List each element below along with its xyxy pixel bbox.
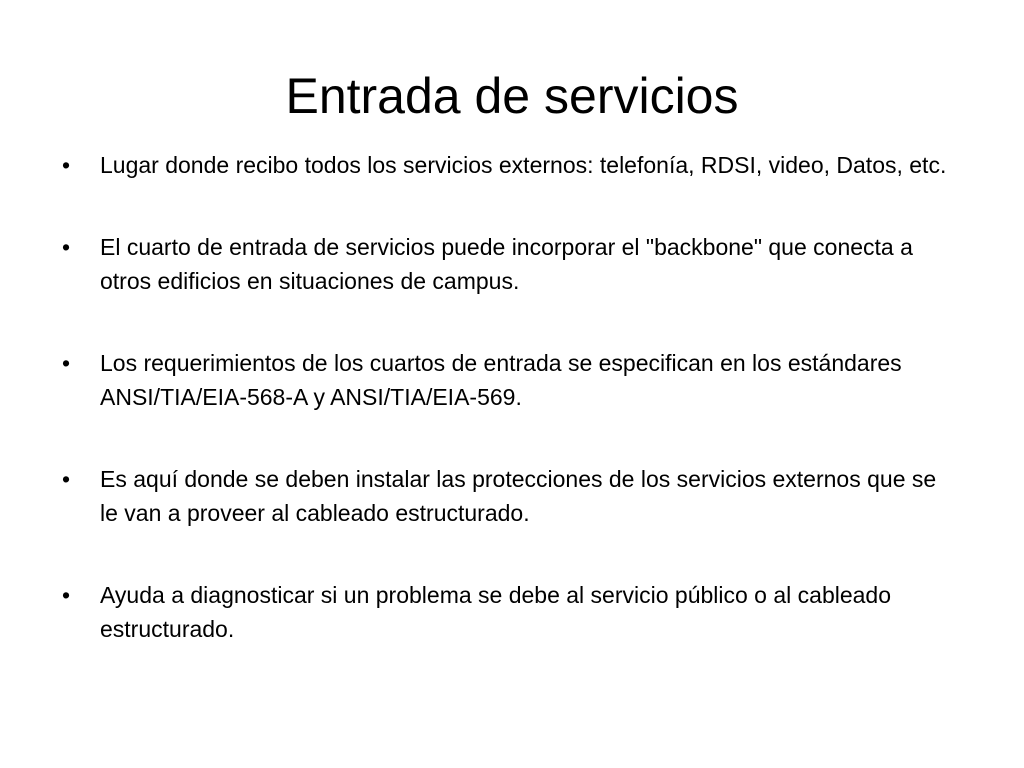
bullet-dot-icon: • <box>62 582 71 608</box>
bullet-dot-icon: • <box>62 466 71 492</box>
bullet-text: El cuarto de entrada de servicios puede incorporar el "backbone" que conecta a otros edificios en situaciones de campus. <box>100 234 913 294</box>
slide-title: Entrada de servicios <box>285 68 739 124</box>
bullet-list <box>60 148 960 694</box>
bullet-item <box>60 462 960 530</box>
bullet-dot-icon: • <box>62 152 71 178</box>
bullet-item <box>60 230 960 298</box>
bullet-text: Lugar donde recibo todos los servicios externos: telefonía, RDSI, video, Datos, etc. <box>100 152 947 178</box>
bullet-item <box>60 346 960 414</box>
bullet-text: Es aquí donde se deben instalar las protecciones de los servicios externos que se le van a proveer al cableado estructurado. <box>100 466 937 526</box>
bullet-dot-icon: • <box>62 234 71 260</box>
bullet-text: Los requerimientos de los cuartos de entrada se especifican en los estándares ANSI/TIA/EIA-568-A y ANSI/TIA/EIA-569. <box>100 350 902 410</box>
bullet-item <box>60 578 960 646</box>
bullet-dot-icon: • <box>62 350 71 376</box>
bullet-text: Ayuda a diagnosticar si un problema se debe al servicio público o al cableado estructurado. <box>100 582 892 642</box>
bullet-item <box>60 148 960 182</box>
